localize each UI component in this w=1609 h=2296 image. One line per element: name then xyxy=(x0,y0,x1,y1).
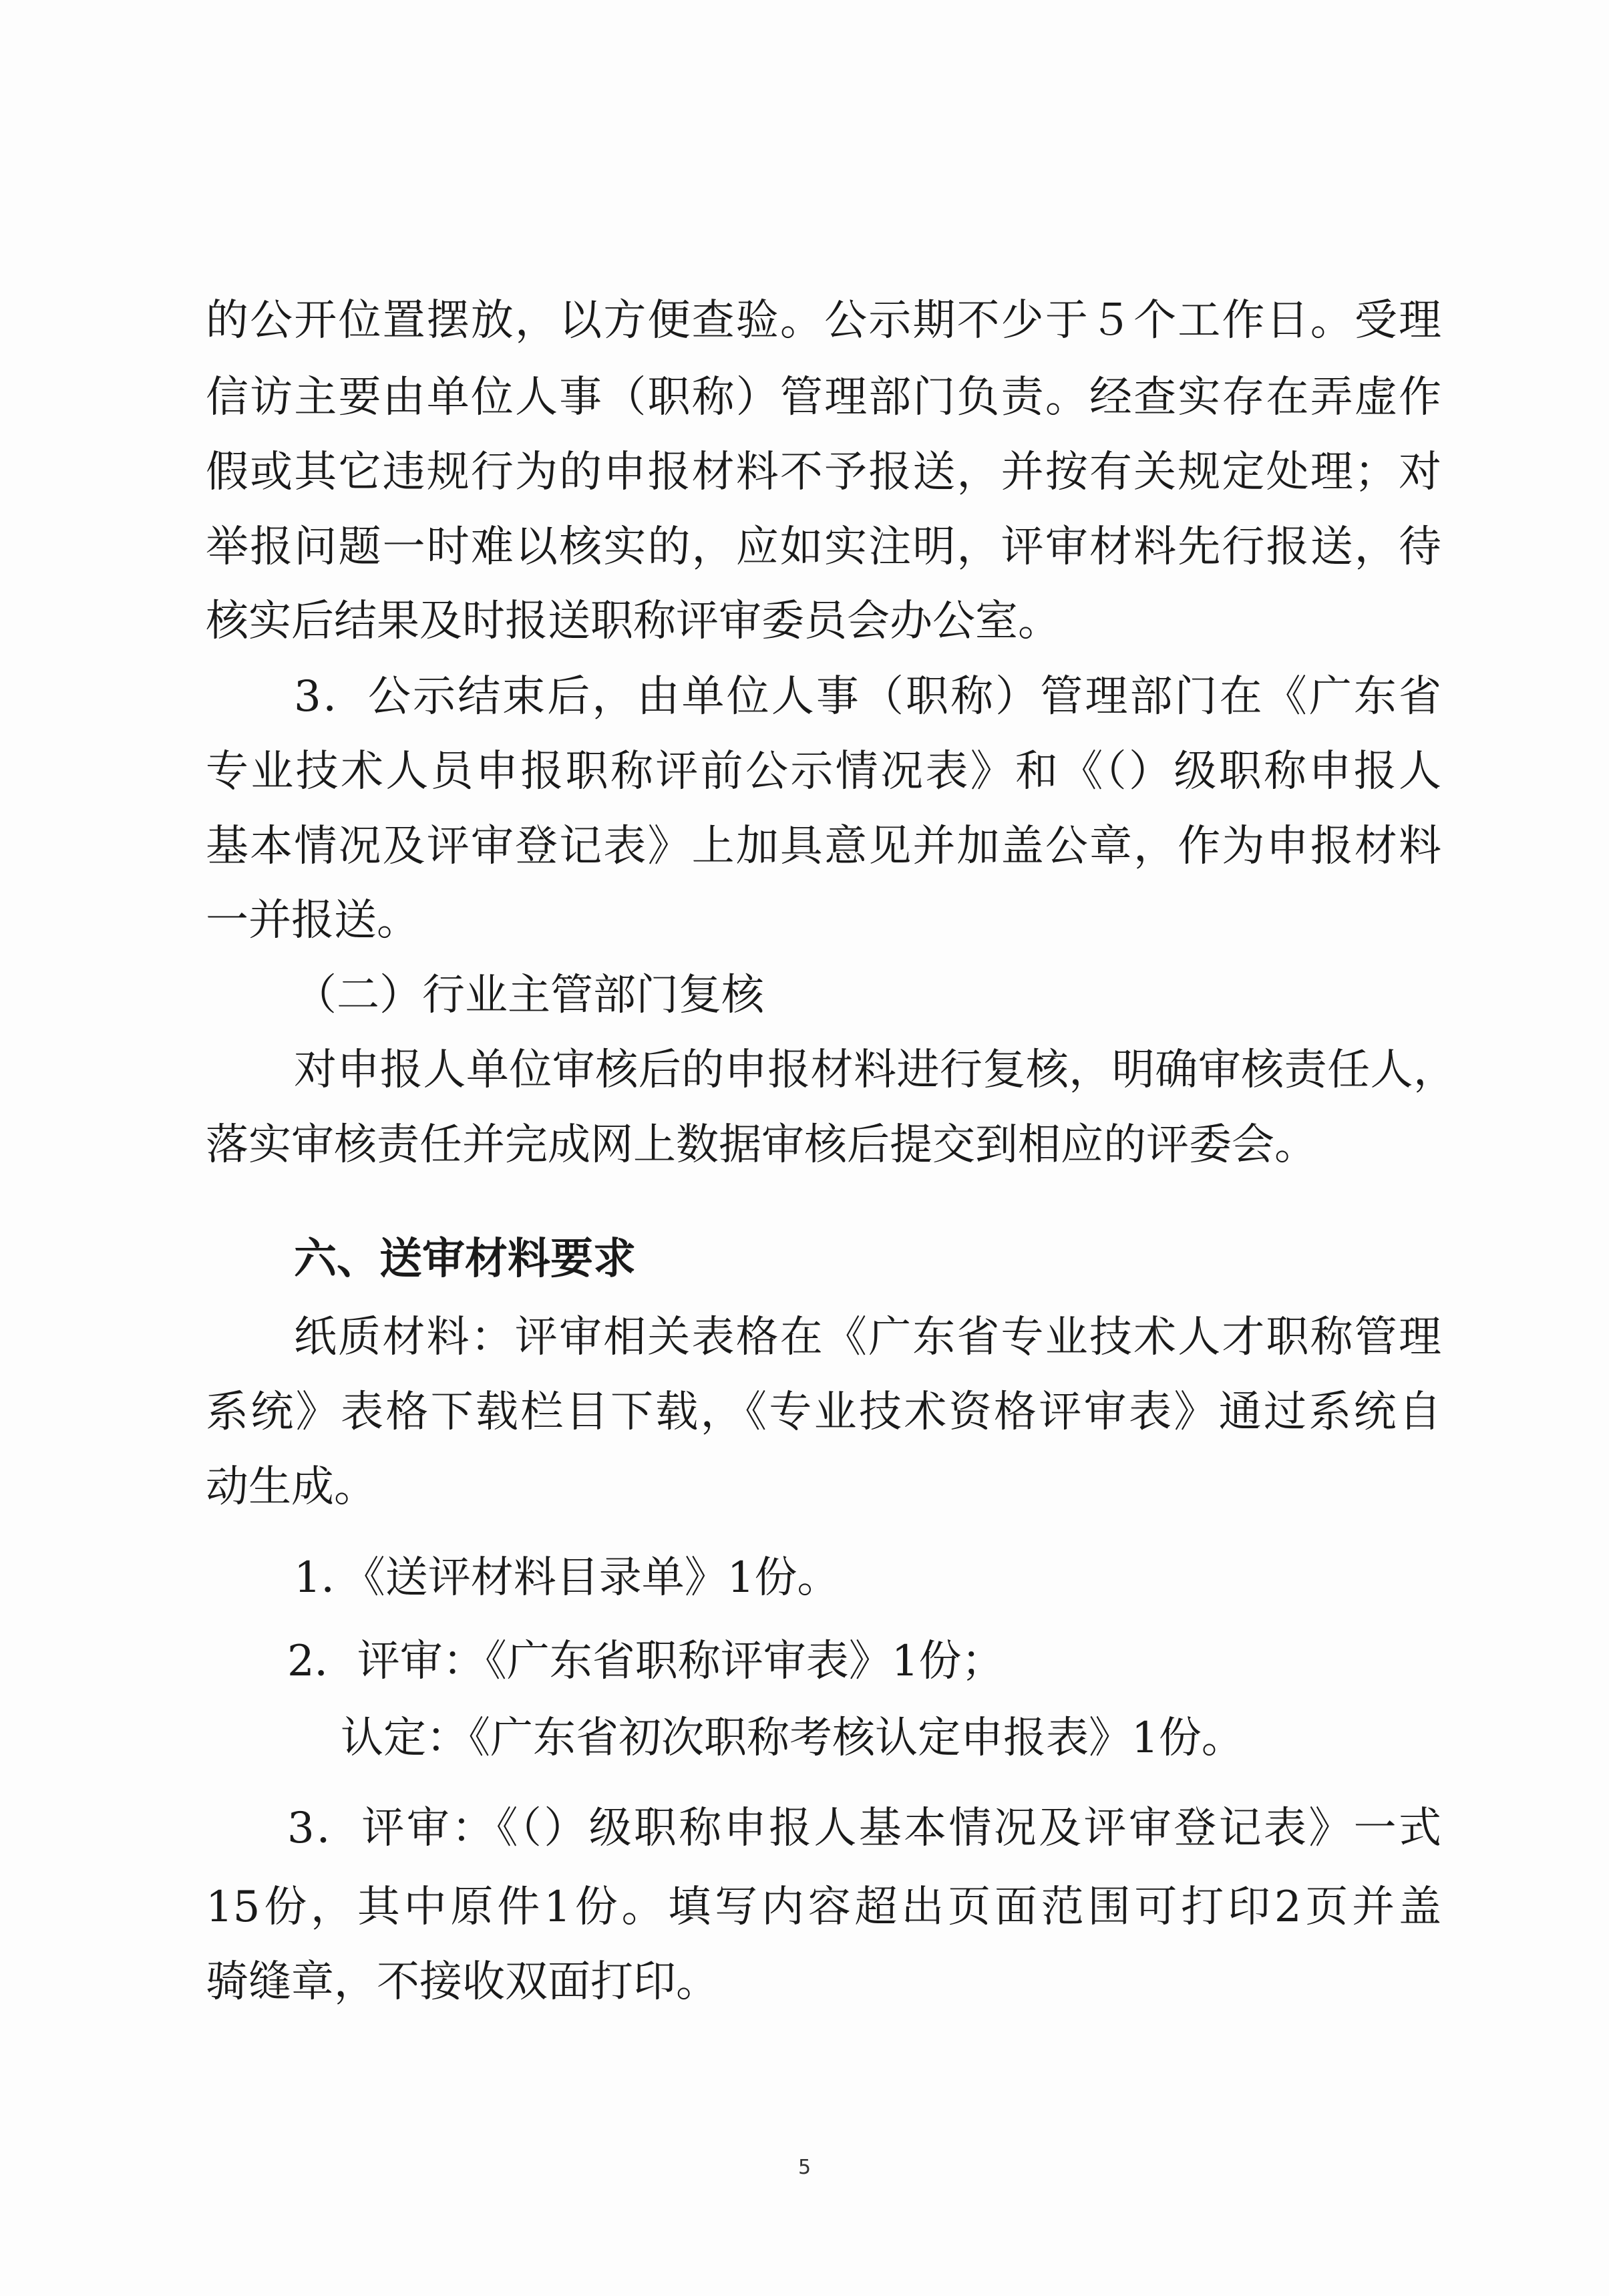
paragraph-line: 纸质材料：评审相关表格在《广东省专业技术人才职称管理 xyxy=(294,1313,1441,1362)
list-item: 3．评审：《（）级职称申报人基本情况及评审登记表》一式 xyxy=(287,1804,1441,1853)
paragraph-line: 动生成。 xyxy=(206,1462,377,1512)
page-number: 5 xyxy=(797,2156,812,2179)
section-heading: 六、送审材料要求 xyxy=(294,1235,636,1284)
paragraph-line: 骑缝章，不接收双面打印。 xyxy=(206,1957,719,2007)
paragraph-line: 的公开位置摆放，以方便查验。公示期不少于５个工作日。受理 xyxy=(206,296,1441,345)
list-item: 2．评审：《广东省职称评审表》1份； xyxy=(287,1637,1005,1686)
paragraph-line: 举报问题一时难以核实的，应如实注明，评审材料先行报送，待 xyxy=(206,522,1441,572)
paragraph-line: 系统》表格下载栏目下载，《专业技术资格评审表》通过系统自 xyxy=(206,1387,1441,1437)
paragraph-line: 基本情况及评审登记表》上加具意见并加盖公章，作为申报材料 xyxy=(206,822,1441,871)
paragraph-line: 对申报人单位审核后的申报材料进行复核，明确审核责任人， xyxy=(294,1045,1456,1095)
paragraph-line: 落实审核责任并完成网上数据审核后提交到相应的评委会。 xyxy=(206,1120,1317,1170)
paragraph-line: 一并报送。 xyxy=(206,896,419,945)
paragraph-line: 专业技术人员申报职称评前公示情况表》和《（）级职称申报人 xyxy=(206,747,1441,796)
paragraph-line: 信访主要由单位人事（职称）管理部门负责。经查实存在弄虚作 xyxy=(206,373,1441,422)
paragraph-line: 15份，其中原件1份。填写内容超出页面范围可打印2页并盖 xyxy=(206,1882,1441,1932)
subsection-heading: （二）行业主管部门复核 xyxy=(294,971,764,1020)
paragraph-line: 假或其它违规行为的申报材料不予报送，并按有关规定处理；对 xyxy=(206,448,1441,497)
list-item-continued: 认定：《广东省初次职称考核认定申报表》1份。 xyxy=(341,1713,1244,1763)
list-item: 1．《送评材料目录单》1份。 xyxy=(294,1553,840,1603)
paragraph-line: 3．公示结束后，由单位人事（职称）管理部门在《广东省 xyxy=(294,672,1441,721)
paragraph-line: 核实后结果及时报送职称评审委员会办公室。 xyxy=(206,597,1061,646)
